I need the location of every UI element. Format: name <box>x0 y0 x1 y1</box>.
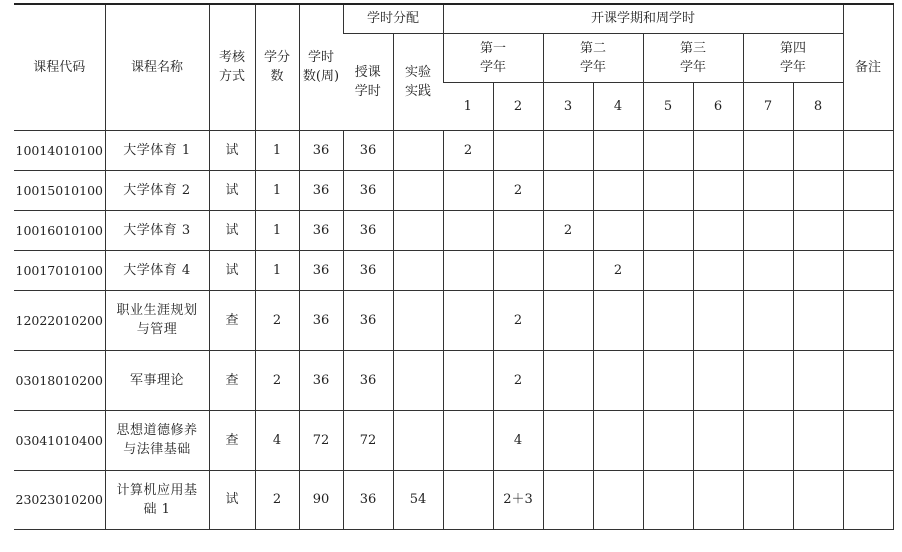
header-hours: 学时 数(周) <box>299 4 343 130</box>
cell-lab-practice <box>393 210 443 250</box>
cell-term-4: 2 <box>593 250 643 290</box>
cell-term-3 <box>543 470 593 529</box>
cell-term-8 <box>793 250 843 290</box>
cell-lecture-hours: 36 <box>343 350 393 410</box>
cell-term-7 <box>743 350 793 410</box>
cell-course-code: 23023010200 <box>14 470 105 529</box>
cell-lab-practice <box>393 290 443 350</box>
cell-lab-practice: 54 <box>393 470 443 529</box>
cell-hours: 72 <box>299 410 343 470</box>
table-row <box>14 170 893 210</box>
header-credits: 学分 数 <box>255 4 299 130</box>
cell-term-5 <box>643 470 693 529</box>
cell-exam-type: 试 <box>209 130 255 170</box>
table-row <box>14 470 893 529</box>
cell-credits: 4 <box>255 410 299 470</box>
header-term-5: 5 <box>643 82 693 130</box>
header-course-name: 课程名称 <box>105 4 209 130</box>
header-year-3: 第三 学年 <box>643 33 743 82</box>
cell-exam-type: 试 <box>209 170 255 210</box>
cell-term-2: 2 <box>493 170 543 210</box>
cell-term-2: 2 <box>493 350 543 410</box>
cell-credits: 2 <box>255 350 299 410</box>
cell-term-8 <box>793 470 843 529</box>
cell-course-name <box>105 170 209 210</box>
cell-term-8 <box>793 170 843 210</box>
header-term-1: 1 <box>443 82 493 130</box>
cell-hours: 36 <box>299 170 343 210</box>
cell-term-8 <box>793 130 843 170</box>
cell-exam-type: 查 <box>209 290 255 350</box>
cell-course-name <box>105 290 209 350</box>
cell-term-5 <box>643 250 693 290</box>
course-name-line: 大学体育 3 <box>123 222 191 238</box>
cell-lab-practice <box>393 130 443 170</box>
cell-exam-type: 试 <box>209 210 255 250</box>
cell-hours: 36 <box>299 250 343 290</box>
header-term-3: 3 <box>543 82 593 130</box>
header-term-8: 8 <box>793 82 843 130</box>
cell-hours: 36 <box>299 130 343 170</box>
cell-term-4 <box>593 210 643 250</box>
cell-term-3 <box>543 350 593 410</box>
cell-term-8 <box>793 210 843 250</box>
cell-course-name <box>105 210 209 250</box>
table-row <box>14 210 893 250</box>
cell-note <box>843 130 893 170</box>
header-term-4: 4 <box>593 82 643 130</box>
cell-term-6 <box>693 210 743 250</box>
cell-term-7 <box>743 250 793 290</box>
cell-lecture-hours: 36 <box>343 170 393 210</box>
header-course-code: 课程代码 <box>14 4 105 130</box>
cell-lab-practice <box>393 250 443 290</box>
cell-note <box>843 250 893 290</box>
cell-term-8 <box>793 410 843 470</box>
cell-lab-practice <box>393 170 443 210</box>
course-name-line: 大学体育 2 <box>123 182 191 198</box>
cell-term-3 <box>543 250 593 290</box>
cell-exam-type: 试 <box>209 250 255 290</box>
cell-hours: 36 <box>299 210 343 250</box>
course-name-line: 与管理 <box>136 322 178 337</box>
cell-course-code: 12022010200 <box>14 290 105 350</box>
cell-term-4 <box>593 350 643 410</box>
cell-lecture-hours: 36 <box>343 470 393 529</box>
cell-hours: 90 <box>299 470 343 529</box>
cell-term-6 <box>693 350 743 410</box>
cell-course-code: 10016010100 <box>14 210 105 250</box>
cell-lecture-hours: 36 <box>343 250 393 290</box>
table-row <box>14 290 893 350</box>
cell-note <box>843 470 893 529</box>
cell-term-7 <box>743 470 793 529</box>
cell-term-5 <box>643 170 693 210</box>
cell-term-6 <box>693 250 743 290</box>
table-row <box>14 410 893 470</box>
cell-lecture-hours: 36 <box>343 290 393 350</box>
cell-hours: 36 <box>299 350 343 410</box>
cell-term-2 <box>493 210 543 250</box>
cell-term-6 <box>693 410 743 470</box>
header-year-4: 第四 学年 <box>743 33 843 82</box>
course-name-line: 计算机应用基 <box>116 482 198 498</box>
cell-credits: 1 <box>255 210 299 250</box>
cell-course-code: 03018010200 <box>14 350 105 410</box>
course-name-line: 础 1 <box>143 501 171 517</box>
cell-course-code: 10017010100 <box>14 250 105 290</box>
course-table <box>14 3 894 530</box>
cell-term-2: 2＋3 <box>493 470 543 529</box>
cell-lab-practice <box>393 410 443 470</box>
table-row <box>14 250 893 290</box>
cell-term-6 <box>693 290 743 350</box>
header-lecture-hours: 授课 学时 <box>343 33 393 130</box>
course-name-line: 职业生涯规划 <box>116 303 198 318</box>
cell-course-code: 10014010100 <box>14 130 105 170</box>
header-hour-distribution: 学时分配 <box>343 4 443 33</box>
cell-note <box>843 350 893 410</box>
cell-exam-type: 查 <box>209 410 255 470</box>
course-name-line: 大学体育 1 <box>123 142 191 158</box>
cell-term-1 <box>443 170 493 210</box>
cell-course-name <box>105 350 209 410</box>
cell-course-name <box>105 410 209 470</box>
cell-hours: 36 <box>299 290 343 350</box>
cell-term-7 <box>743 410 793 470</box>
cell-term-1 <box>443 410 493 470</box>
cell-term-1: 2 <box>443 130 493 170</box>
cell-term-2 <box>493 250 543 290</box>
header-lab-practice: 实验 实践 <box>393 33 443 130</box>
header-year-1: 第一 学年 <box>443 33 543 82</box>
header-term-6: 6 <box>693 82 743 130</box>
cell-term-1 <box>443 250 493 290</box>
header-note: 备注 <box>843 4 893 130</box>
cell-course-name <box>105 250 209 290</box>
cell-term-4 <box>593 130 643 170</box>
cell-course-code: 10015010100 <box>14 170 105 210</box>
cell-credits: 2 <box>255 470 299 529</box>
cell-term-2: 4 <box>493 410 543 470</box>
cell-course-code: 03041010400 <box>14 410 105 470</box>
cell-term-6 <box>693 130 743 170</box>
cell-note <box>843 410 893 470</box>
cell-exam-type: 试 <box>209 470 255 529</box>
cell-note <box>843 290 893 350</box>
cell-course-name <box>105 470 209 529</box>
cell-term-7 <box>743 170 793 210</box>
course-name-line: 大学体育 4 <box>123 262 191 278</box>
cell-term-5 <box>643 130 693 170</box>
header-semesters: 开课学期和周学时 <box>443 4 843 33</box>
cell-term-1 <box>443 470 493 529</box>
cell-term-3 <box>543 130 593 170</box>
course-name-line: 军事理论 <box>129 372 184 388</box>
cell-term-7 <box>743 290 793 350</box>
cell-term-5 <box>643 350 693 410</box>
cell-term-1 <box>443 350 493 410</box>
cell-term-2: 2 <box>493 290 543 350</box>
cell-lecture-hours: 72 <box>343 410 393 470</box>
cell-lab-practice <box>393 350 443 410</box>
cell-term-5 <box>643 210 693 250</box>
course-rows <box>14 130 893 529</box>
course-name-line: 与法律基础 <box>123 442 191 457</box>
cell-lecture-hours: 36 <box>343 130 393 170</box>
cell-lecture-hours: 36 <box>343 210 393 250</box>
cell-note <box>843 170 893 210</box>
cell-term-8 <box>793 290 843 350</box>
cell-term-4 <box>593 470 643 529</box>
cell-exam-type: 查 <box>209 350 255 410</box>
cell-term-3 <box>543 410 593 470</box>
cell-term-7 <box>743 130 793 170</box>
cell-course-name <box>105 130 209 170</box>
course-name-line: 思想道德修养 <box>116 423 198 438</box>
cell-credits: 1 <box>255 170 299 210</box>
cell-credits: 1 <box>255 130 299 170</box>
header-year-2: 第二 学年 <box>543 33 643 82</box>
cell-term-4 <box>593 410 643 470</box>
header-exam-type: 考核 方式 <box>209 4 255 130</box>
cell-term-8 <box>793 350 843 410</box>
cell-term-4 <box>593 170 643 210</box>
header-term-7: 7 <box>743 82 793 130</box>
cell-term-1 <box>443 290 493 350</box>
table-row <box>14 130 893 170</box>
cell-term-5 <box>643 410 693 470</box>
cell-term-3 <box>543 170 593 210</box>
cell-term-5 <box>643 290 693 350</box>
cell-credits: 2 <box>255 290 299 350</box>
cell-term-1 <box>443 210 493 250</box>
cell-term-3: 2 <box>543 210 593 250</box>
cell-term-6 <box>693 470 743 529</box>
table-row <box>14 350 893 410</box>
cell-credits: 1 <box>255 250 299 290</box>
cell-term-2 <box>493 130 543 170</box>
header-term-2: 2 <box>493 82 543 130</box>
cell-term-6 <box>693 170 743 210</box>
cell-term-3 <box>543 290 593 350</box>
cell-term-7 <box>743 210 793 250</box>
cell-term-4 <box>593 290 643 350</box>
cell-note <box>843 210 893 250</box>
